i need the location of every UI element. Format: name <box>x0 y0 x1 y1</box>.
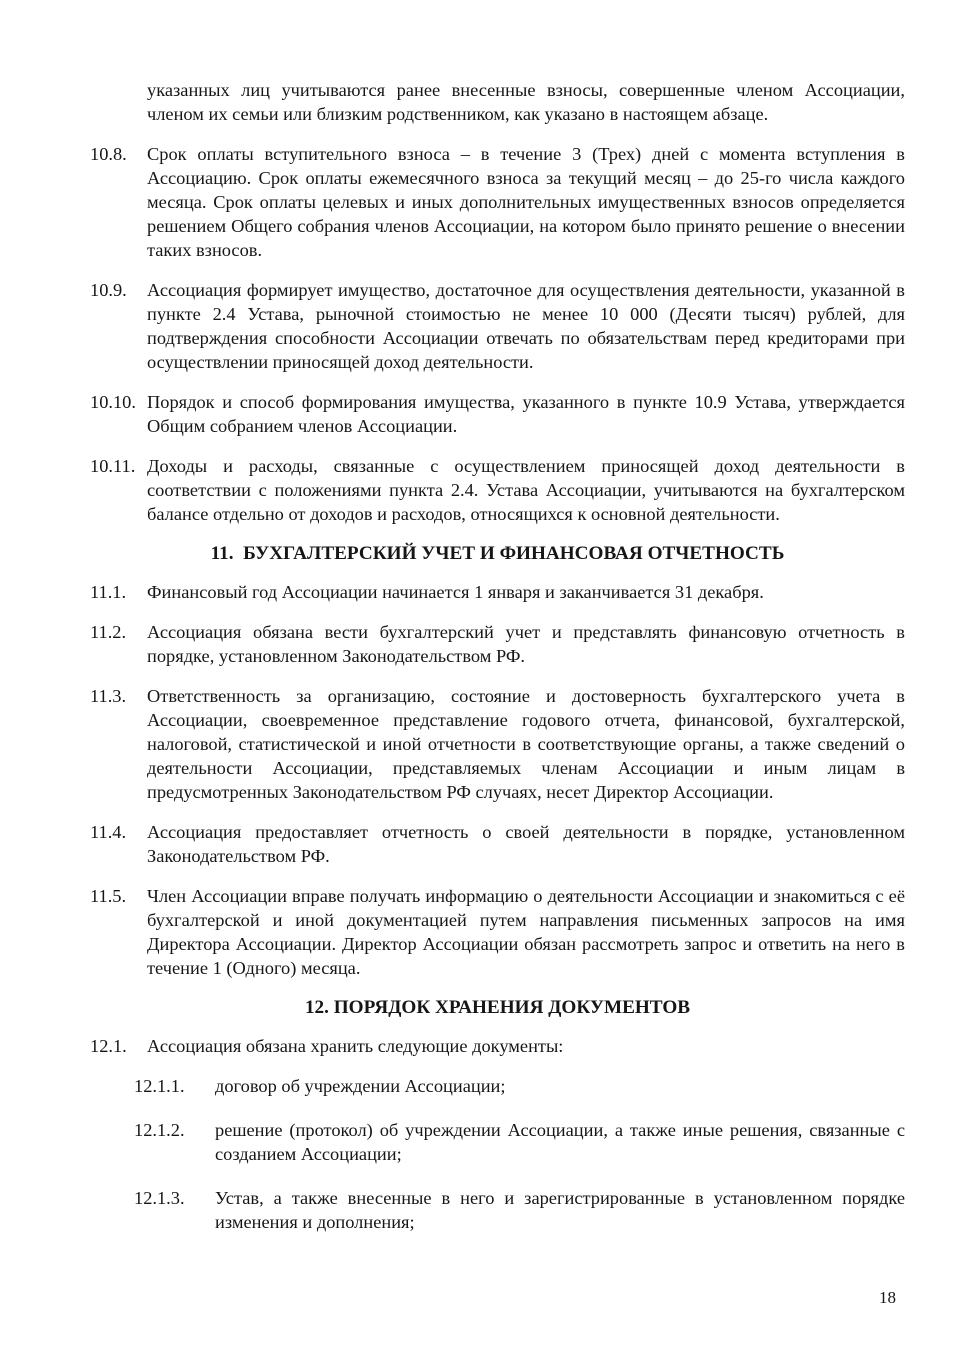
item-text: Ассоциация предоставляет отчетность о своей деятельности в порядке, установленном Законодательством РФ. <box>147 822 905 866</box>
item-text: Доходы и расходы, связанные с осуществлением приносящей доход деятельности в соответствии с положениями пункта 2.4. Устава Ассоциации, учитываются на бухгалтерском балансе отдельно от доходов и расходов, относящихся к основной деятельности. <box>147 456 905 524</box>
numbered-item-10-8 <box>90 142 905 262</box>
document-content <box>90 78 905 1254</box>
numbered-item-11-2 <box>90 620 905 668</box>
item-number: 10.11. <box>90 456 136 476</box>
numbered-subitem-12-1-3 <box>134 1186 905 1234</box>
item-text: Ассоциация формирует имущество, достаточное для осуществления деятельности, указанной в пункте 2.4 Устава, рыночной стоимостью не менее 10 000 (Десяти тысяч) рублей, для подтверждения способности Ассоциации отвечать по обязательствам перед кредиторами при осуществлении приносящей доход деятельности. <box>147 280 905 372</box>
item-text: Устав, а также внесенные в него и зарегистрированные в установленном порядке изменения и дополнения; <box>215 1188 905 1232</box>
item-number: 12.1. <box>90 1036 127 1056</box>
item-number: 10.8. <box>90 144 127 164</box>
section-heading-12: 12. ПОРЯДОК ХРАНЕНИЯ ДОКУМЕНТОВ <box>304 997 691 1018</box>
numbered-subitem-12-1-1 <box>134 1074 905 1098</box>
item-text: Финансовый год Ассоциации начинается 1 января и заканчивается 31 декабря. <box>147 582 764 602</box>
item-number: 11.2. <box>90 622 127 642</box>
item-text: Член Ассоциации вправе получать информацию о деятельности Ассоциации и знакомиться с её бухгалтерской и иной документацией путем направления письменных запросов на имя Директора Ассоциации. Директор Ассоциации обязан рассмотреть запрос и ответить на него в течение 1 (Одного) месяца. <box>147 886 905 978</box>
item-text: решение (протокол) об учреждении Ассоциации, а также иные решения, связанные с созданием Ассоциации; <box>215 1120 905 1164</box>
item-number: 11.3. <box>90 686 127 706</box>
numbered-item-10-9 <box>90 278 905 374</box>
item-number: 11.5. <box>90 886 127 906</box>
section-heading-11: 11. БУХГАЛТЕРСКИЙ УЧЕТ И ФИНАНСОВАЯ ОТЧЕТНОСТЬ <box>210 543 785 564</box>
paragraph-continuation: указанных лиц учитываются ранее внесенные взносы, совершенные членом Ассоциации, членом их семьи или близким родственником, как указано в настоящем абзаце. <box>147 80 905 124</box>
page-number: 18 <box>879 1288 896 1307</box>
item-text: Ассоциация обязана вести бухгалтерский учет и представлять финансовую отчетность в порядке, установленном Законодательством РФ. <box>147 622 905 666</box>
item-text: Ответственность за организацию, состояние и достоверность бухгалтерского учета в Ассоциации, своевременное представление годового отчета, финансовой, бухгалтерской, налоговой, статистической и иной отчетности в соответствующие органы, а также сведений о деятельности Ассоциации, представляемых членам Ассоциации и иным лицам в предусмотренных Законодательством РФ случаях, несет Директор Ассоциации. <box>147 686 905 802</box>
numbered-item-10-10 <box>90 390 905 438</box>
item-number: 12.1.1. <box>134 1076 185 1096</box>
item-number: 10.10. <box>90 392 136 412</box>
numbered-item-12-1 <box>90 1034 905 1058</box>
item-number: 11.1. <box>90 582 127 602</box>
numbered-item-11-5 <box>90 884 905 980</box>
numbered-item-11-1 <box>90 580 905 604</box>
item-text: Порядок и способ формирования имущества, указанного в пункте 10.9 Устава, утверждается Общим собранием членов Ассоциации. <box>147 392 905 436</box>
item-text: Срок оплаты вступительного взноса – в течение 3 (Трех) дней с момента вступления в Ассоциацию. Срок оплаты ежемесячного взноса за текущий месяц – до 25-го числа каждого месяца. Срок оплаты целевых и иных дополнительных имущественных взносов определяется решением Общего собрания членов Ассоциации, на котором было принято решение о внесении таких взносов. <box>147 144 905 260</box>
numbered-item-11-4 <box>90 820 905 868</box>
numbered-subitem-12-1-2 <box>134 1118 905 1166</box>
item-number: 12.1.2. <box>134 1120 185 1140</box>
item-number: 10.9. <box>90 280 127 300</box>
item-number: 11.4. <box>90 822 127 842</box>
numbered-item-10-11 <box>90 454 905 526</box>
item-number: 12.1.3. <box>134 1188 185 1208</box>
item-text: Ассоциация обязана хранить следующие документы: <box>147 1036 564 1056</box>
item-text: договор об учреждении Ассоциации; <box>215 1076 506 1096</box>
numbered-item-11-3 <box>90 684 905 804</box>
